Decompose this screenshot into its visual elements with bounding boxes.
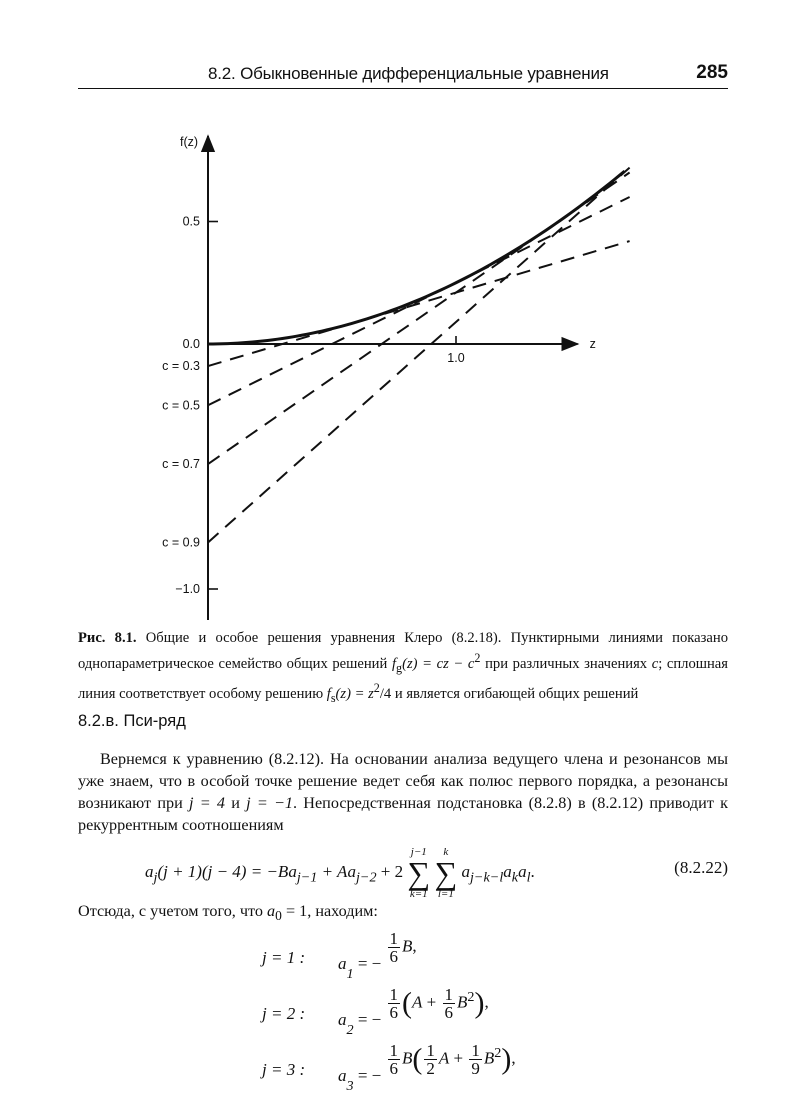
caption-text-2: при различных значениях — [480, 655, 652, 672]
after-text-2: , находим: — [307, 902, 378, 920]
frac-1-9 — [469, 1042, 482, 1077]
formula-row-3 — [262, 1042, 562, 1098]
eq-term-a: a — [461, 861, 470, 881]
frac-num: 1 — [389, 929, 399, 948]
y-tick-label: 0.0 — [182, 337, 200, 351]
eq-plus-a: + A — [317, 861, 348, 881]
frac-num: 1 — [471, 1041, 480, 1060]
body-paragraph — [78, 748, 728, 836]
running-head: 8.2. Обыкновенные дифференциальные уравнения — [208, 64, 609, 83]
eq-a1-sub: j−1 — [296, 869, 318, 886]
c-symbol: c — [651, 655, 659, 672]
series-label: c = 0.3 — [162, 359, 200, 374]
x-tick-label: 1.0 — [447, 351, 465, 365]
eq-a1: a — [288, 861, 297, 881]
formula-3-comma: , — [511, 1048, 516, 1068]
eq-lhs-sub: j — [153, 869, 158, 886]
para-jm1: j = −1 — [246, 794, 294, 812]
frac-1-6b — [443, 986, 456, 1021]
frac-1-6 — [388, 1042, 401, 1077]
formula-1-lhs: a — [338, 954, 347, 974]
frac-1-2 — [424, 1042, 437, 1077]
formula-3-lhs: a — [338, 1066, 347, 1086]
sum-1-bottom: k=1 — [409, 888, 428, 900]
paren-open: ( — [412, 1042, 423, 1076]
caption-text-4: и является огибающей общих решений — [391, 685, 639, 702]
sum-1-sigma: ∑ — [407, 855, 431, 891]
eq-term-c-sub: l — [526, 869, 531, 886]
formula-3-eq: = − — [353, 1066, 382, 1086]
frac-1-6 — [388, 986, 401, 1021]
after-text-1: Отсюда, с учетом того, что — [78, 902, 268, 920]
sum-2-top: k — [443, 846, 449, 858]
eq-term-c: a — [518, 861, 527, 881]
eq-term-b: a — [503, 861, 512, 881]
coefficient-formulas — [262, 930, 562, 1098]
formula-2-A: A — [412, 992, 423, 1012]
frac-den: 6 — [389, 1003, 399, 1022]
caption-label: Рис. 8.1. — [78, 630, 137, 646]
frac-num: 1 — [389, 1041, 399, 1060]
para-j4: j = 4 — [189, 794, 225, 812]
fs-tail: /4 — [379, 685, 392, 702]
sum-2-sigma: ∑ — [434, 855, 458, 891]
eq-term-b-sub: k — [511, 869, 519, 886]
formula-3-sup: 2 — [494, 1044, 502, 1061]
para-text-2: . Непосредственная подстановка (8.2.8) в (8.2.12) приводит к рекуррентным соотношениям — [78, 794, 729, 834]
after-a0-eq: = 1 — [281, 902, 308, 920]
fg-symbol: f — [391, 655, 397, 672]
formula-2-sub: 2 — [346, 1021, 354, 1038]
frac-den: 6 — [444, 1003, 453, 1022]
general-solution-line — [208, 168, 630, 543]
frac-1-6 — [388, 930, 401, 965]
frac-den: 6 — [389, 947, 399, 966]
frac-num: 1 — [444, 985, 453, 1004]
eq-a2-sub: j−2 — [355, 869, 377, 886]
recurrence-equation — [145, 838, 728, 900]
page-number: 285 — [696, 62, 728, 83]
paren-close: ) — [501, 1042, 512, 1076]
para-text-1: Вернемся к уравнению (8.2.12). На основании анализа ведущего члена и резонансов мы уже знаем, что в особой точке решение ведет себя как полюс первого порядка, а резонансы возникают при — [78, 750, 728, 812]
paren-close: ) — [474, 986, 485, 1020]
formula-2-sup: 2 — [467, 988, 475, 1005]
formula-2-label: j = 2 : — [262, 1004, 306, 1023]
sum-2-bottom: l=1 — [437, 888, 454, 900]
sum-1 — [407, 846, 430, 900]
y-axis-label: f(z) — [180, 135, 199, 149]
series-label: c = 0.5 — [162, 398, 200, 413]
fg-sup: 2 — [474, 651, 481, 665]
after-a0-sub: 0 — [275, 908, 282, 924]
fg-sub: g — [396, 660, 403, 675]
formula-2-comma: , — [484, 992, 489, 1012]
sum-1-top: j−1 — [410, 846, 427, 858]
equation-number: (8.2.22) — [674, 858, 728, 877]
y-tick-label: 0.5 — [182, 214, 200, 229]
eq-a2: a — [347, 861, 356, 881]
fs-eq: (z) = z — [335, 685, 374, 702]
y-tick-label: −1.0 — [175, 582, 200, 596]
formula-2-rhs — [338, 985, 489, 1038]
formula-3-label: j = 3 : — [262, 1060, 306, 1079]
formula-2-B: B — [457, 992, 468, 1012]
frac-den: 9 — [471, 1059, 480, 1078]
frac-den: 2 — [426, 1059, 435, 1078]
singular-solution-curve — [208, 171, 625, 344]
formula-3-B: B — [402, 1048, 413, 1068]
formula-1-label: j = 1 : — [262, 948, 306, 967]
formula-3-B2: B — [483, 1048, 495, 1068]
paren-open: ( — [402, 986, 413, 1020]
sum-2 — [434, 846, 457, 900]
eq-lhs-rest: (j + 1)(j − 4) = −B — [157, 861, 289, 881]
formula-2-eq: = − — [353, 1010, 382, 1030]
page-header — [78, 58, 728, 89]
caption-text-3: ; сплошная линия соответствует особому решению — [78, 655, 728, 702]
fs-sub: s — [330, 690, 336, 705]
eq-plus-2: + 2 — [376, 861, 404, 881]
frac-num: 1 — [426, 1041, 435, 1060]
section-title: 8.2.в. Пси-ряд — [78, 712, 186, 730]
text-line-after-equation — [78, 902, 378, 924]
series-label: c = 0.9 — [162, 535, 200, 550]
formula-1-eq: = − — [353, 954, 382, 974]
formula-row-1 — [262, 930, 562, 986]
caption-text-1: Общие и особое решения уравнения Клеро (8.2.18). Пунктирными линиями показано однопараметрическое семейство общих решений — [78, 630, 728, 672]
fs-symbol: f — [326, 685, 331, 702]
general-solution-line — [208, 197, 630, 405]
formula-1-rhs — [338, 929, 417, 982]
formula-3-A: A — [438, 1048, 450, 1068]
eq-lhs: a — [145, 861, 154, 881]
clairaut-figure — [0, 100, 807, 620]
formula-1-B: B — [402, 936, 413, 956]
formula-2-lhs: a — [338, 1010, 347, 1030]
formula-1-comma: , — [412, 936, 417, 956]
para-and: и — [224, 794, 247, 812]
formula-3-sub: 3 — [346, 1077, 354, 1094]
formula-3-plus: + — [449, 1048, 468, 1068]
x-axis-label: z — [589, 337, 596, 351]
frac-num: 1 — [389, 985, 399, 1004]
after-a0: a — [267, 902, 276, 920]
formula-1-sub: 1 — [346, 965, 354, 982]
series-label: c = 0.7 — [162, 457, 200, 472]
frac-den: 6 — [389, 1059, 399, 1078]
fs-sup: 2 — [373, 680, 380, 695]
formula-row-2 — [262, 986, 562, 1042]
figure-caption — [78, 628, 728, 708]
fg-eq: (z) = cz − c — [402, 655, 475, 672]
formula-2-plus: + — [422, 992, 441, 1012]
eq-term-a-sub: j−k−l — [470, 869, 504, 886]
eq-period: . — [530, 861, 535, 881]
general-solution-line — [208, 241, 630, 366]
formula-3-rhs — [338, 1041, 516, 1094]
